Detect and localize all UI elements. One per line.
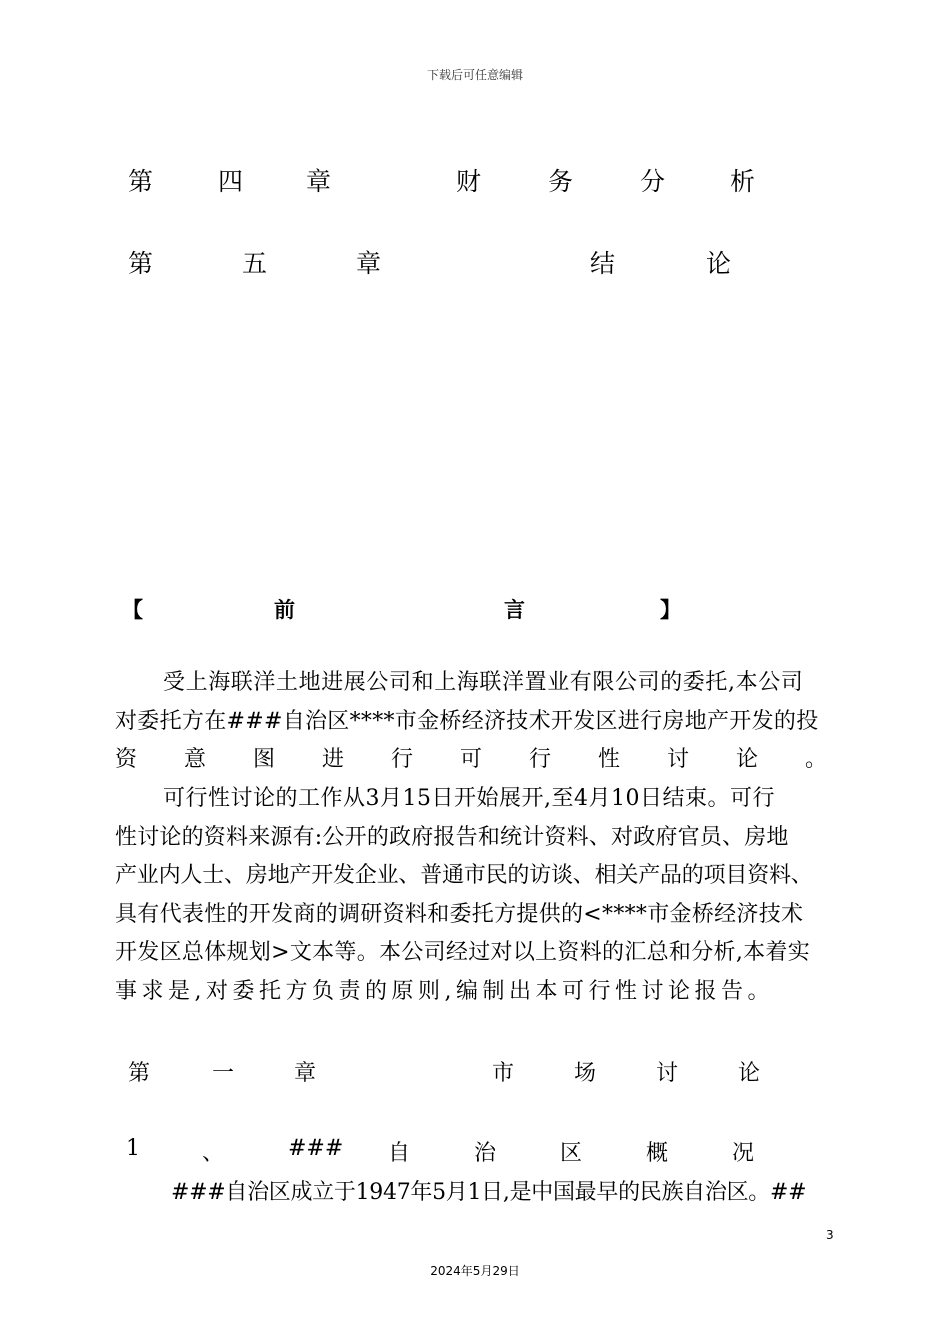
preface-paragraph-1 (115, 664, 875, 780)
footer-date: 2024年5月29日 (430, 1264, 520, 1278)
toc-char: 章 (306, 167, 332, 196)
page-number: 3 (826, 1228, 834, 1242)
section-char: 治 (474, 1141, 497, 1166)
section-char: 自 (388, 1141, 411, 1166)
toc-chapter-5 (128, 244, 768, 278)
paragraph-line: 开发区总体规划>文本等。本公司经过对以上资料的汇总和分析,本着实 (115, 940, 811, 965)
chapter-char: 章 (294, 1061, 317, 1086)
preface-char: 前 (274, 597, 295, 622)
toc-char: 四 (218, 167, 244, 196)
section-1-heading (126, 1136, 766, 1170)
preface-heading (122, 594, 682, 624)
chapter-char: 论 (738, 1061, 761, 1086)
toc-char: 分 (640, 167, 666, 196)
paragraph-line: 可行性讨论的工作从3月15日开始展开,至4月10日结束。可行 (163, 786, 775, 811)
section-char: 况 (732, 1141, 755, 1166)
section-1-paragraph (115, 1174, 835, 1213)
chapter-char: 一 (212, 1061, 235, 1086)
toc-char: 五 (242, 249, 268, 278)
chapter-char: 讨 (656, 1061, 679, 1086)
preface-char: 言 (504, 597, 525, 622)
section-char: 区 (560, 1141, 583, 1166)
paragraph-line: 受上海联洋土地进展公司和上海联洋置业有限公司的委托,本公司 (163, 670, 804, 695)
section-separator: 、 (202, 1141, 225, 1166)
paragraph-line: 具有代表性的开发商的调研资料和委托方提供的<****市金桥经济技术 (115, 901, 804, 927)
paragraph-line: ###自治区成立于1947年5月1日,是中国最早的民族自治区。## (171, 1180, 807, 1205)
paragraph-line: 性讨论的资料来源有:公开的政府报告和统计资料、对政府官员、房地 (115, 824, 789, 850)
paragraph-line: 对委托方在###自治区****市金桥经济技术开发区进行房地产开发的投 (115, 708, 819, 734)
chapter-char: 第 (128, 1061, 151, 1086)
chapter-char: 市 (492, 1061, 515, 1086)
chapter-char: 场 (574, 1061, 597, 1086)
preface-bracket-close: 】 (660, 597, 681, 622)
section-char: ### (288, 1136, 344, 1161)
toc-char: 财 (456, 167, 482, 196)
preface-paragraph-2 (115, 780, 835, 1011)
toc-char: 第 (128, 249, 154, 278)
chapter-1-heading (128, 1056, 768, 1090)
page-header-note: 下载后可任意编辑 (426, 68, 523, 82)
toc-char: 结 (590, 249, 616, 278)
toc-char: 务 (548, 167, 574, 196)
toc-char: 析 (730, 167, 756, 196)
toc-char: 第 (128, 167, 154, 196)
section-char: 概 (646, 1141, 669, 1166)
toc-char: 章 (356, 249, 382, 278)
paragraph-line: 资意图进行可行性讨论。 (115, 747, 875, 772)
toc-chapter-4 (128, 162, 768, 196)
toc-char: 论 (706, 249, 732, 278)
paragraph-line: 产业内人士、房地产开发企业、普通市民的访谈、相关产品的项目资料、 (115, 863, 813, 888)
paragraph-line: 事求是,对委托方负责的原则,编制出本可行性讨论报告。 (115, 978, 774, 1004)
section-number: 1 (126, 1136, 140, 1161)
preface-bracket-open: 【 (122, 597, 143, 622)
